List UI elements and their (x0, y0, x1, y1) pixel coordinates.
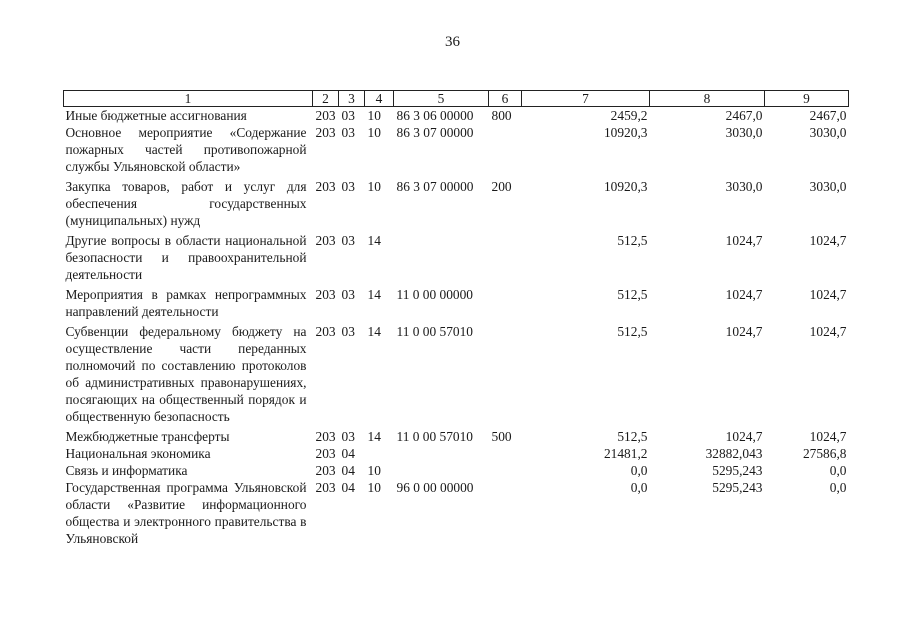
target-article-code: 86 3 07 00000 (396, 125, 474, 140)
section-code: 03 (341, 287, 355, 302)
section-code: 04 (341, 463, 355, 478)
target-article-code: 11 0 00 57010 (396, 324, 473, 339)
amount-col-7: 21481,2 (603, 446, 648, 461)
amount-col-7: 512,5 (617, 233, 648, 248)
amount-col-7: 10920,3 (603, 125, 648, 140)
target-article-code: 11 0 00 00000 (396, 287, 473, 302)
header-row (64, 91, 849, 107)
table-row (64, 445, 849, 462)
expense-type-code (489, 462, 522, 479)
subsection-code: 10 (367, 480, 381, 495)
budget-code: 203 (315, 233, 336, 248)
expense-type-code: 800 (491, 108, 512, 123)
row-name: Связь и информатика (65, 463, 188, 478)
table-row (64, 232, 849, 286)
expense-type-code (489, 124, 522, 178)
budget-code: 203 (315, 324, 336, 339)
expense-type-code (489, 479, 522, 547)
row-name: Иные бюджетные ассигнования (65, 108, 247, 123)
section-code: 04 (341, 480, 355, 495)
expense-type-code: 200 (491, 179, 512, 194)
column-header-3: 3 (339, 91, 365, 107)
amount-col-8: 1024,7 (725, 287, 763, 302)
table-body (64, 107, 849, 548)
expense-type-code: 500 (491, 429, 512, 444)
amount-col-7: 512,5 (617, 287, 648, 302)
table-row (64, 124, 849, 178)
amount-col-8: 5295,243 (712, 480, 763, 495)
row-name: Другие вопросы в области национальной безопасности и правоохранительной деятельности (65, 233, 307, 282)
expense-type-code (489, 286, 522, 323)
column-header-1: 1 (64, 91, 313, 107)
target-article-code: 11 0 00 57010 (396, 429, 473, 444)
row-name: Закупка товаров, работ и услуг для обеспечения государственных (муниципальных) нужд (65, 179, 307, 228)
section-code: 03 (341, 429, 355, 444)
amount-col-8: 1024,7 (725, 429, 763, 444)
amount-col-8: 32882,043 (705, 446, 763, 461)
section-code: 03 (341, 108, 355, 123)
column-header-6: 6 (489, 91, 522, 107)
amount-col-9: 2467,0 (809, 108, 847, 123)
budget-code: 203 (315, 446, 336, 461)
amount-col-7: 0,0 (630, 463, 648, 478)
amount-col-8: 3030,0 (725, 179, 763, 194)
column-header-2: 2 (313, 91, 339, 107)
amount-col-8: 1024,7 (725, 324, 763, 339)
target-article-code (394, 445, 489, 462)
target-article-code: 86 3 06 00000 (396, 108, 474, 123)
budget-table (63, 90, 849, 547)
amount-col-8: 3030,0 (725, 125, 763, 140)
table-row (64, 286, 849, 323)
budget-code: 203 (315, 463, 336, 478)
amount-col-9: 27586,8 (802, 446, 847, 461)
table-row (64, 107, 849, 125)
subsection-code: 14 (367, 429, 381, 444)
subsection-code: 14 (367, 287, 381, 302)
row-name: Мероприятия в рамках непрограммных направлений деятельности (65, 287, 307, 319)
amount-col-7: 10920,3 (603, 179, 648, 194)
column-header-4: 4 (365, 91, 394, 107)
column-header-7: 7 (522, 91, 650, 107)
budget-code: 203 (315, 429, 336, 444)
amount-col-8: 2467,0 (725, 108, 763, 123)
section-code: 03 (341, 324, 355, 339)
row-name: Государственная программа Ульяновской области «Развитие информационного общества и электронного правительства в Ульяновской (65, 480, 307, 546)
expense-type-code (489, 445, 522, 462)
amount-col-9: 1024,7 (809, 429, 847, 444)
budget-code: 203 (315, 108, 336, 123)
amount-col-9: 1024,7 (809, 287, 847, 302)
expense-type-code (489, 323, 522, 428)
subsection-code: 10 (367, 108, 381, 123)
section-code: 03 (341, 125, 355, 140)
amount-col-7: 512,5 (617, 429, 648, 444)
subsection-code: 10 (367, 179, 381, 194)
table-row (64, 479, 849, 547)
subsection-code: 14 (367, 233, 381, 248)
amount-col-9: 1024,7 (809, 324, 847, 339)
section-code: 03 (341, 179, 355, 194)
column-header-8: 8 (650, 91, 765, 107)
subsection-code: 10 (367, 125, 381, 140)
amount-col-8: 1024,7 (725, 233, 763, 248)
budget-code: 203 (315, 480, 336, 495)
table-row (64, 323, 849, 428)
amount-col-7: 0,0 (630, 480, 648, 495)
budget-code: 203 (315, 125, 336, 140)
amount-col-9: 1024,7 (809, 233, 847, 248)
amount-col-9: 3030,0 (809, 125, 847, 140)
column-header-5: 5 (394, 91, 489, 107)
amount-col-9: 0,0 (829, 463, 847, 478)
amount-col-7: 2459,2 (610, 108, 648, 123)
row-name: Национальная экономика (65, 446, 211, 461)
expense-type-code (489, 232, 522, 286)
amount-col-8: 5295,243 (712, 463, 763, 478)
budget-code: 203 (315, 287, 336, 302)
row-name: Основное мероприятие «Содержание пожарных частей противопожарной службы Ульяновской области» (65, 125, 307, 174)
target-article-code: 86 3 07 00000 (396, 179, 474, 194)
amount-col-7: 512,5 (617, 324, 648, 339)
table-row (64, 178, 849, 232)
subsection-code: 10 (367, 463, 381, 478)
target-article-code (394, 232, 489, 286)
section-code: 03 (341, 233, 355, 248)
target-article-code: 96 0 00 00000 (396, 480, 474, 495)
table-row (64, 462, 849, 479)
table-row (64, 428, 849, 445)
page-number: 36 (445, 34, 460, 50)
row-name: Субвенции федеральному бюджету на осуществление части переданных полномочий по составлению протоколов об административных правонарушениях, посягающих на общественный порядок и общественную безопасность (65, 324, 307, 424)
column-header-9: 9 (765, 91, 849, 107)
amount-col-9: 0,0 (829, 480, 847, 495)
target-article-code (394, 462, 489, 479)
subsection-code: 14 (367, 324, 381, 339)
section-code: 04 (341, 446, 355, 461)
row-name: Межбюджетные трансферты (65, 429, 230, 444)
budget-code: 203 (315, 179, 336, 194)
amount-col-9: 3030,0 (809, 179, 847, 194)
subsection-code (365, 445, 394, 462)
